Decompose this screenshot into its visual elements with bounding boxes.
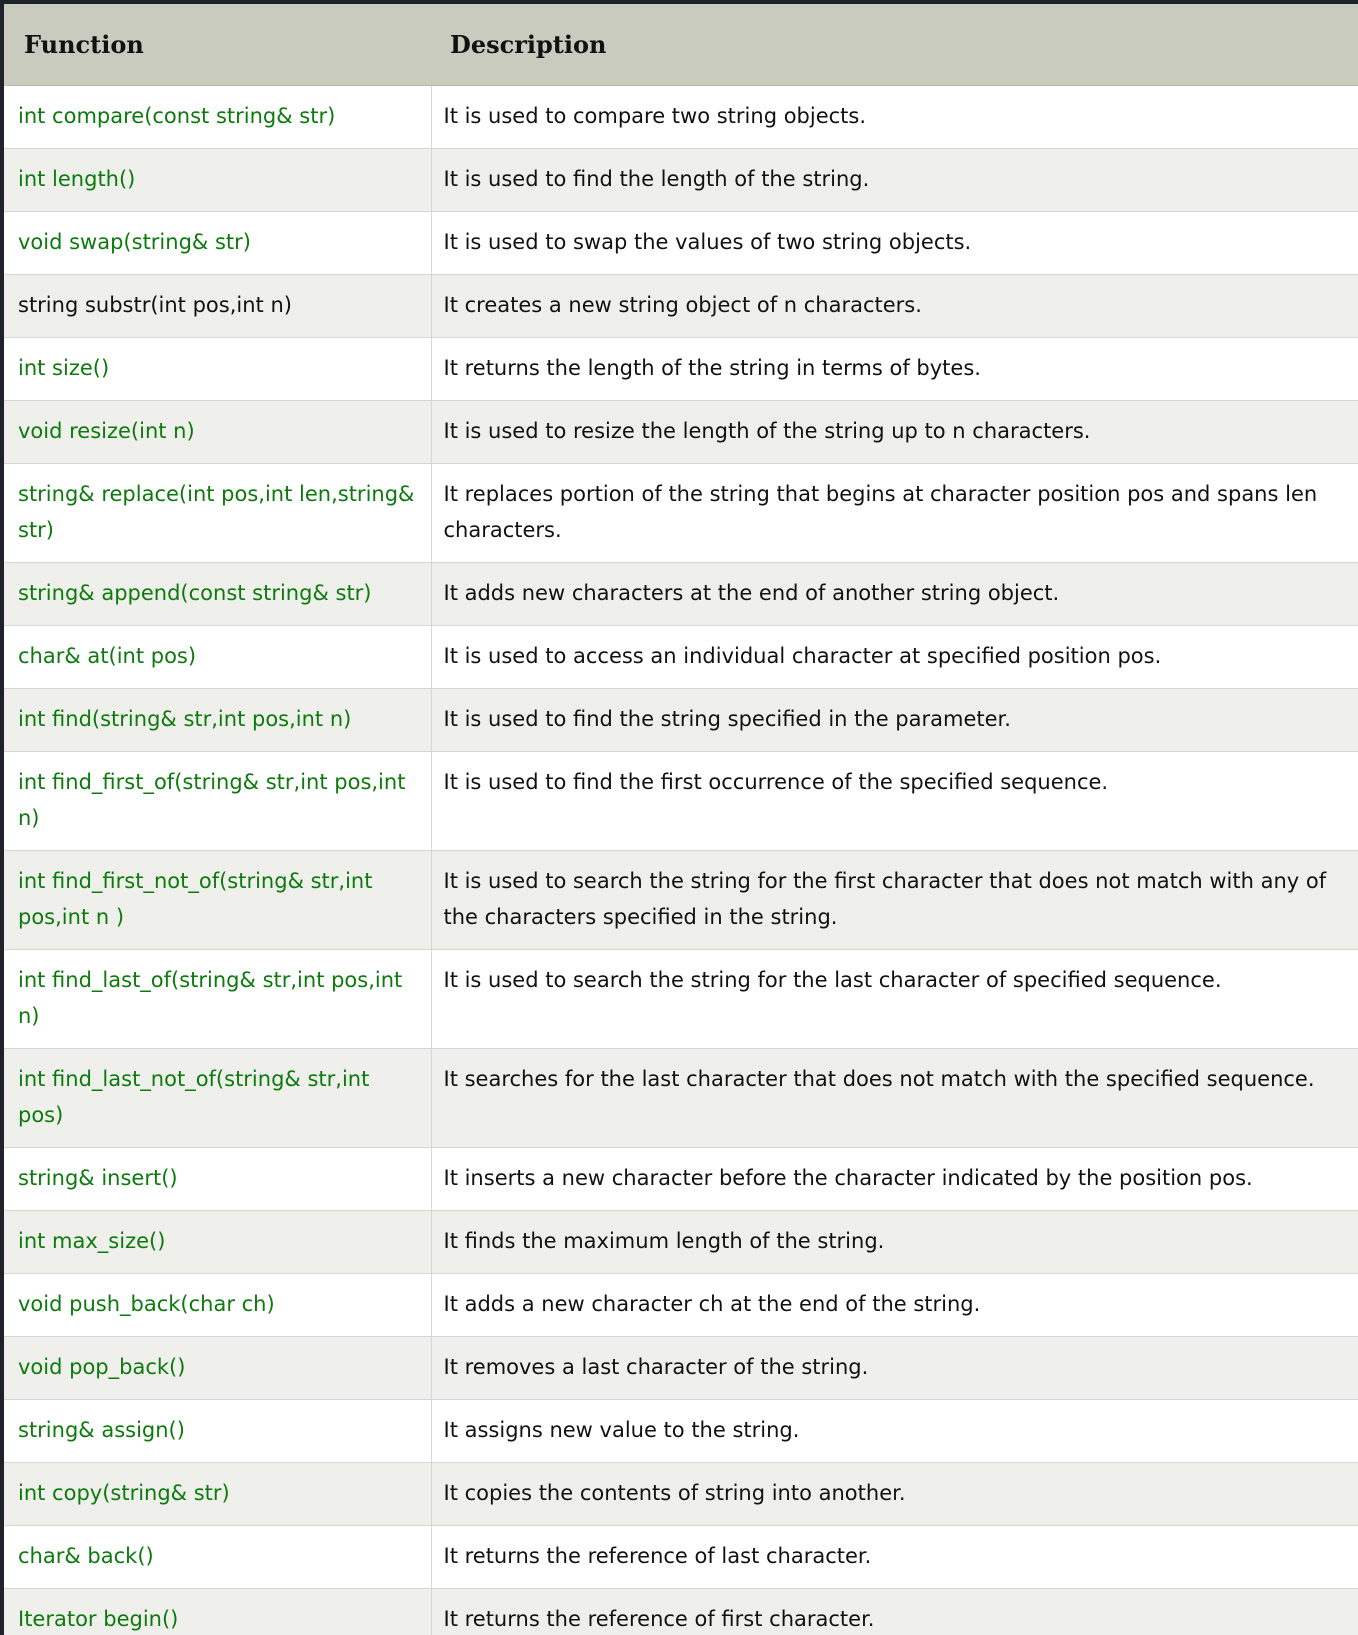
function-signature-link[interactable]: int compare(const string& str) <box>4 85 431 148</box>
function-signature-link[interactable]: int find_first_of(string& str,int pos,int n) <box>4 751 431 850</box>
function-description: It searches for the last character that does not match with the specified sequence. <box>431 1048 1358 1147</box>
header-function: Function <box>4 4 431 85</box>
table-row <box>4 337 1358 400</box>
table-row <box>4 850 1358 949</box>
function-description: It replaces portion of the string that begins at character position pos and spans len characters. <box>431 463 1358 562</box>
table-row <box>4 148 1358 211</box>
function-description: It adds a new character ch at the end of the string. <box>431 1273 1358 1336</box>
table-row <box>4 1210 1358 1273</box>
table-row <box>4 1147 1358 1210</box>
table-row <box>4 1273 1358 1336</box>
table-body <box>4 85 1358 1635</box>
table-row <box>4 274 1358 337</box>
table-header-row <box>4 4 1358 85</box>
function-signature-link[interactable]: char& at(int pos) <box>4 625 431 688</box>
function-description: It returns the reference of first character. <box>431 1588 1358 1635</box>
function-description: It is used to swap the values of two string objects. <box>431 211 1358 274</box>
function-description: It removes a last character of the string. <box>431 1336 1358 1399</box>
function-signature-link[interactable]: string& replace(int pos,int len,string& str) <box>4 463 431 562</box>
function-signature-link[interactable]: void resize(int n) <box>4 400 431 463</box>
function-signature-link[interactable]: int length() <box>4 148 431 211</box>
function-signature-link[interactable]: Iterator begin() <box>4 1588 431 1635</box>
function-signature-link[interactable]: int max_size() <box>4 1210 431 1273</box>
function-signature-link[interactable]: char& back() <box>4 1525 431 1588</box>
function-description: It inserts a new character before the character indicated by the position pos. <box>431 1147 1358 1210</box>
table-row <box>4 400 1358 463</box>
table-row <box>4 85 1358 148</box>
function-signature-link[interactable]: int find(string& str,int pos,int n) <box>4 688 431 751</box>
function-signature-link[interactable]: int find_last_not_of(string& str,int pos) <box>4 1048 431 1147</box>
function-signature-link: string substr(int pos,int n) <box>4 274 431 337</box>
table-row <box>4 688 1358 751</box>
function-description: It is used to resize the length of the string up to n characters. <box>431 400 1358 463</box>
function-description: It creates a new string object of n characters. <box>431 274 1358 337</box>
table-row <box>4 1399 1358 1462</box>
table-row <box>4 949 1358 1048</box>
function-description: It is used to find the string specified in the parameter. <box>431 688 1358 751</box>
function-signature-link[interactable]: int copy(string& str) <box>4 1462 431 1525</box>
table-frame <box>4 4 1358 1635</box>
table-row <box>4 211 1358 274</box>
table-row <box>4 1525 1358 1588</box>
function-signature-link[interactable]: string& assign() <box>4 1399 431 1462</box>
function-signature-link[interactable]: int find_first_not_of(string& str,int pos,int n ) <box>4 850 431 949</box>
function-signature-link[interactable]: string& insert() <box>4 1147 431 1210</box>
function-description: It returns the reference of last character. <box>431 1525 1358 1588</box>
function-description: It adds new characters at the end of another string object. <box>431 562 1358 625</box>
function-signature-link[interactable]: int find_last_of(string& str,int pos,int n) <box>4 949 431 1048</box>
function-description: It is used to compare two string objects. <box>431 85 1358 148</box>
table-row <box>4 625 1358 688</box>
function-description: It is used to search the string for the first character that does not match with any of the characters specified in the string. <box>431 850 1358 949</box>
function-description: It copies the contents of string into another. <box>431 1462 1358 1525</box>
table-row <box>4 751 1358 850</box>
function-signature-link[interactable]: void pop_back() <box>4 1336 431 1399</box>
table-row <box>4 1336 1358 1399</box>
function-description: It is used to find the first occurrence of the specified sequence. <box>431 751 1358 850</box>
function-description: It is used to search the string for the last character of specified sequence. <box>431 949 1358 1048</box>
function-signature-link[interactable]: void swap(string& str) <box>4 211 431 274</box>
table-row <box>4 1462 1358 1525</box>
function-description: It is used to access an individual character at specified position pos. <box>431 625 1358 688</box>
table-row <box>4 463 1358 562</box>
table-row <box>4 1588 1358 1635</box>
function-description: It is used to find the length of the string. <box>431 148 1358 211</box>
function-description: It returns the length of the string in terms of bytes. <box>431 337 1358 400</box>
string-functions-table <box>4 4 1358 1635</box>
table-row <box>4 1048 1358 1147</box>
function-description: It assigns new value to the string. <box>431 1399 1358 1462</box>
function-signature-link[interactable]: int size() <box>4 337 431 400</box>
function-signature-link[interactable]: void push_back(char ch) <box>4 1273 431 1336</box>
table-row <box>4 562 1358 625</box>
function-signature-link[interactable]: string& append(const string& str) <box>4 562 431 625</box>
header-description: Description <box>431 4 1358 85</box>
function-description: It finds the maximum length of the string. <box>431 1210 1358 1273</box>
